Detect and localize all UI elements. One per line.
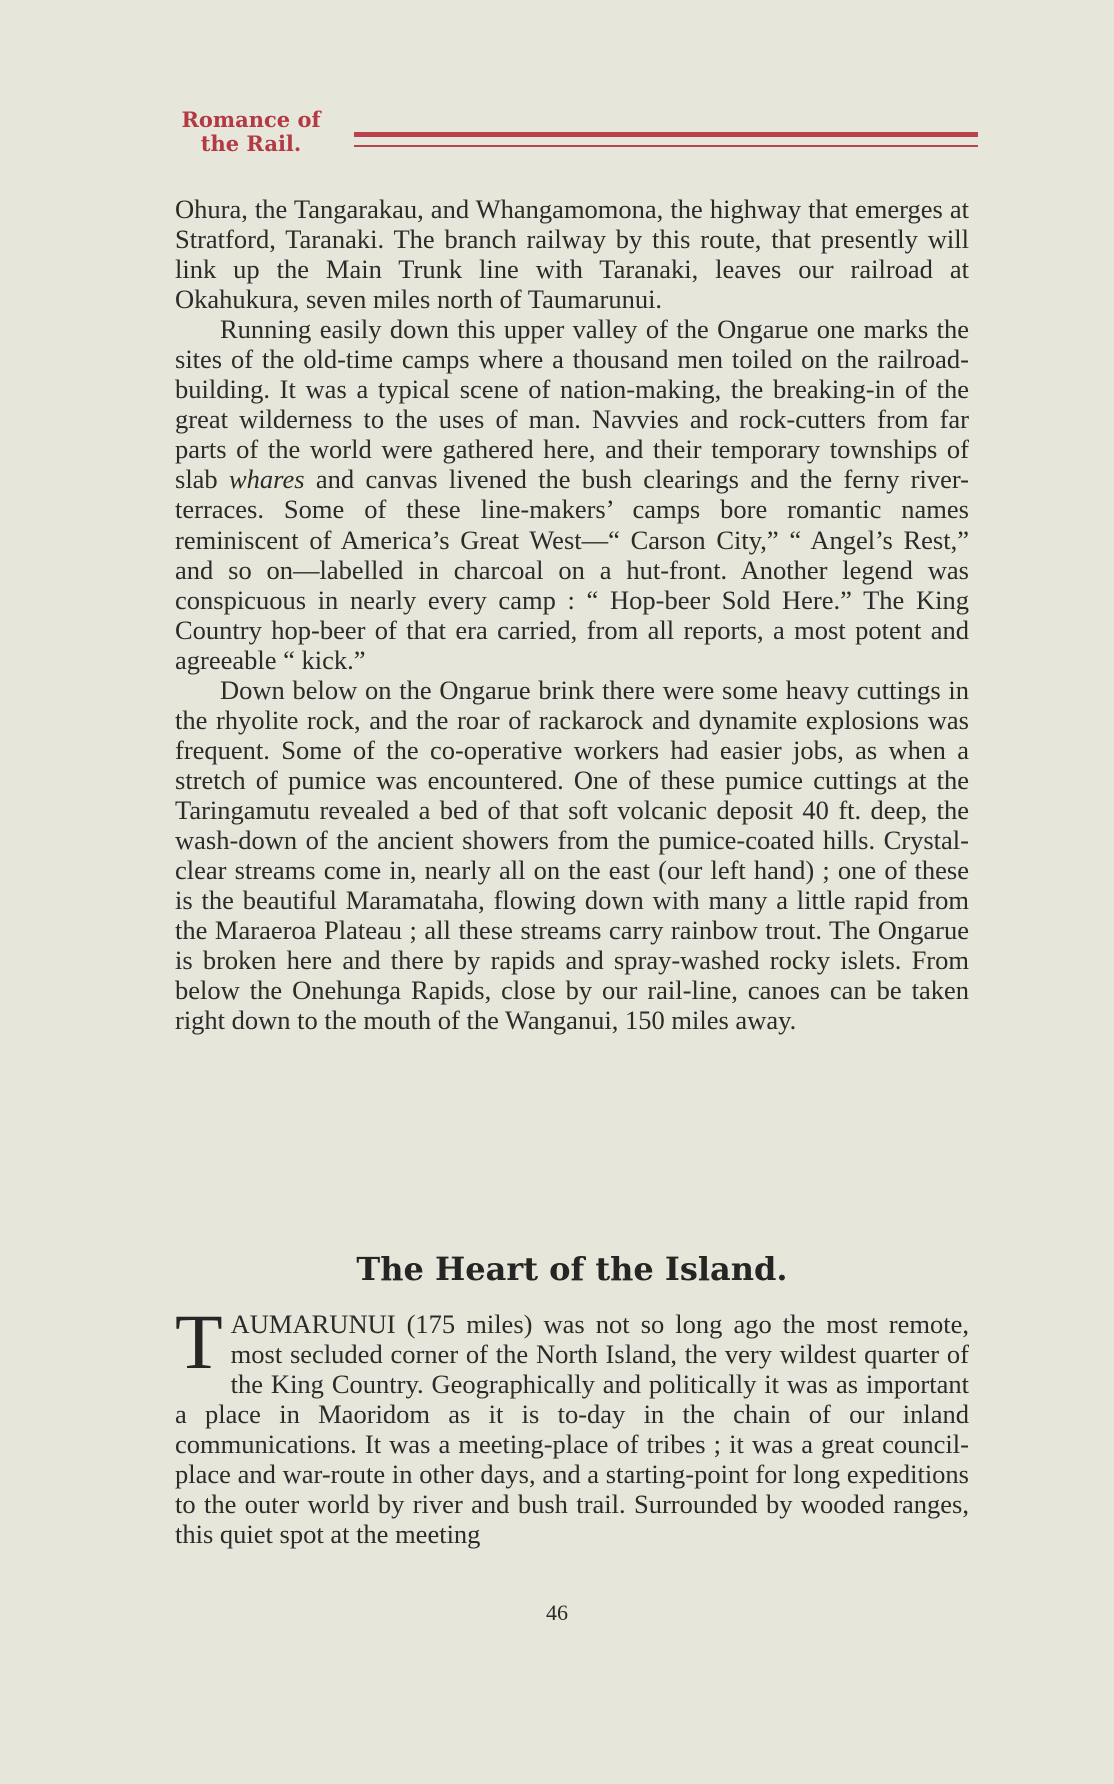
running-head [176,108,326,156]
paragraph-2-italic-word: whares [229,464,305,495]
drop-cap: T [175,1298,223,1385]
section-paragraph [175,1298,969,1550]
body-text [175,194,969,1035]
section-paragraph-text: AUMARUNUI (175 miles) was not so long ago the most remote, most secluded corner of the North Island, the very wildest quarter of the King Country. Geographically and politically it was as important a place in Maoridom as it is to-day in the chain of our inland communications. It was a meeting-place of tribes ; it was a great council-place and war-route in other days, and a starting-point for long expeditions to the outer world by river and bush trail. Surrounded by wooded ranges, this quiet spot at the meeting [175,1309,969,1550]
paragraph-2 [175,314,969,675]
running-head-line-1: Romance of [181,107,321,132]
paragraph-2-part-1: Running easily down this upper valley of the Ongarue one marks the sites of the old-time camps where a thousand men toiled on the railroad-building. It was a typical scene of nation-making, the breaking-in of the great wilderness to the uses of man. Navvies and rock-cutters from far parts of the world were gathered here, and their temporary townships of slab [175,314,969,495]
running-head-line-2: the Rail. [200,131,302,156]
section-heading: The Heart of the Island. [356,1250,788,1288]
header-rule-thin [354,145,978,147]
paragraph-3: Down below on the Ongarue brink there were some heavy cuttings in the rhyolite rock, and the roar of rackarock and dynamite explosions was frequent. Some of the co-operative workers had easier jobs, as when a stretch of pumice was encountered. One of these pumice cuttings at the Taringamutu revealed a bed of that soft volcanic deposit 40 ft. deep, the wash-down of the ancient showers from the pumice-coated hills. Crystal-clear streams come in, nearly all on the east (our left hand) ; one of these is the beautiful Maramataha, flowing down with many a little rapid from the Maraeroa Plateau ; all these streams carry rainbow trout. The Ongarue is broken here and there by rapids and spray-washed rocky islets. From below the Onehunga Rapids, close by our rail-line, canoes can be taken right down to the mouth of the Wanganui, 150 miles away. [175,674,969,1036]
paragraph-1: Ohura, the Tangarakau, and Whangamomona, the highway that emerges at Stratford, Taranaki. The branch railway by this route, that presently will link up the Main Trunk line with Taranaki, leaves our railroad at Okahukura, seven miles north of Taumarunui. [175,194,969,315]
paragraph-2-part-2: and canvas livened the bush clearings and the ferny river-terraces. Some of these line-makers’ camps bore romantic names reminiscent of America’s Great West—“ Carson City,” “ Angel’s Rest,” and so on—labelled in charcoal on a hut-front. Another legend was conspicuous in nearly every camp : “ Hop-beer Sold Here.” The King Country hop-beer of that era carried, from all reports, a most potent and agreeable “ kick.” [175,464,970,675]
section-text [175,1298,969,1550]
page-number: 46 [546,1600,568,1625]
header-rule-thick [354,132,978,137]
